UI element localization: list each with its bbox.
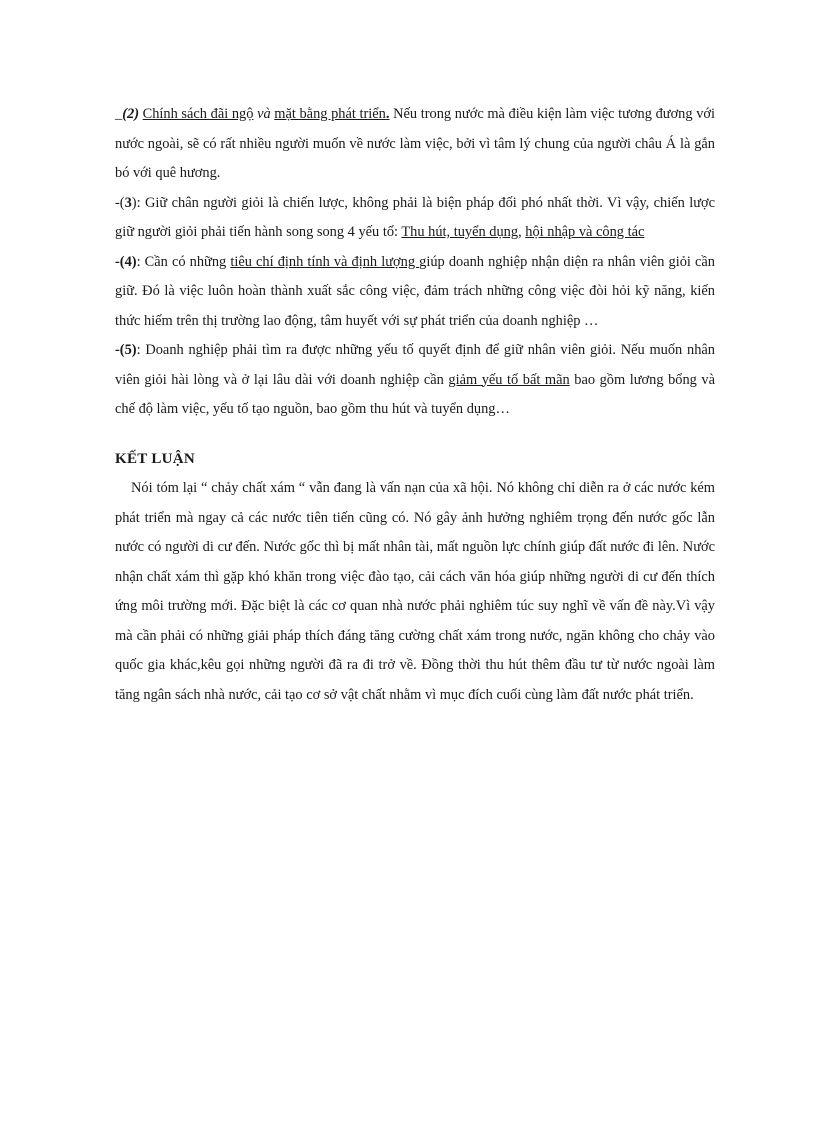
- point-2-number: (2): [122, 106, 139, 122]
- paragraph-point-5: [115, 336, 715, 425]
- paragraph-point-3: [115, 189, 715, 248]
- point-2-policy: Chính sách đãi ngộ: [142, 106, 254, 122]
- point-5-number: -(5): [115, 342, 137, 358]
- point-2-conjunction: và: [253, 106, 275, 122]
- point-5-text-a: : Doanh nghiệp phải tìm ra được những yếu tố quyết định để giữ nhân viên giỏi. Nếu muốn nhân viên giỏi hài lòng và ở lại lâu dài với doanh nghiệp cần: [115, 342, 715, 388]
- point-4-number: -(4): [115, 253, 137, 270]
- point-3-text: ): Giữ chân người giỏi là chiến lược, không phải là biện pháp đối phó nhất thời. Vì vậy, chiến lược giữ người giỏi phải tiến hành song song 4 yếu tố:: [115, 194, 715, 240]
- point-3-number: 3: [124, 194, 132, 211]
- point-2-lead: _: [115, 106, 123, 122]
- point-2-dot: .: [385, 106, 390, 122]
- conclusion-paragraph: Nói tóm lại “ chảy chất xám “ vẫn đang là vấn nạn của xã hội. Nó không chỉ diễn ra ở các nước kém phát triển mà ngay cả các nước tiên tiến cũng có. Nó gây ảnh hưởng nghiêm trọng đến nước gốc lẫn nước có người di cư đến. Nước gốc thì bị mất nhân tài, mất nguồn lực chính giúp đất nước đi lên. Nước nhận chất xám thì gặp khó khăn trong việc đào tạo, cải cách văn hóa giúp những người di cư đến thích ứng môi trường mới. Đặc biệt là các cơ quan nhà nước phải nghiêm túc suy nghĩ về vấn đề này.Vì vậy mà cần phải có những giải pháp thích đáng tăng cường chất xám trong nước, ngăn không cho chảy vào quốc gia khác,kêu gọi những người đã ra đi trở về. Đồng thời thu hút thêm đầu tư từ nước ngoài làm tăng ngân sách nhà nước, cải tạo cơ sở vật chất nhằm vì mục đích cuối cùng làm đất nước phát triển.: [115, 480, 715, 703]
- point-3-attract: Thu hút, tuyển dụng: [401, 224, 519, 240]
- point-3-integrate: hội nhập và công tác: [525, 224, 645, 240]
- point-4-text-b: giúp doanh nghiệp nhận diện ra nhân viên giỏi cần giữ. Đó là việc luôn hoàn thành xuất sắc công việc, đảm trách những công việc đòi hỏi kỹ năng, kiến thức hiếm trên thị trường lao động, tâm huyết với sự phát triển của doanh nghiệp …: [115, 253, 716, 329]
- point-5-text-b: bao gồm lương bổng và chế độ làm việc, yếu tố tạo nguồn, bao gồm thu hút và tuyển dụng…: [115, 371, 715, 417]
- point-3-separator: ,: [518, 224, 526, 240]
- point-2-text: Nếu trong nước mà điều kiện làm việc tương đương với nước ngoài, sẽ có rất nhiều người muốn về nước làm việc, bởi vì tâm lý chung của người châu Á là gắn bó với quê hương.: [115, 106, 716, 181]
- point-3-prefix: -(: [115, 194, 125, 211]
- paragraph-point-2: [115, 100, 715, 189]
- point-4-criteria: tiêu chí định tính và định lượng: [230, 253, 420, 270]
- document-page: [115, 100, 715, 710]
- point-2-development: mặt bằng phát triển: [274, 106, 386, 122]
- paragraph-point-4: [115, 248, 715, 337]
- point-4-text-a: : Cần có những: [136, 253, 231, 270]
- point-5-dissatisfaction: giảm yếu tố bất mãn: [448, 371, 570, 388]
- conclusion-heading: KẾT LUẬN: [115, 450, 196, 467]
